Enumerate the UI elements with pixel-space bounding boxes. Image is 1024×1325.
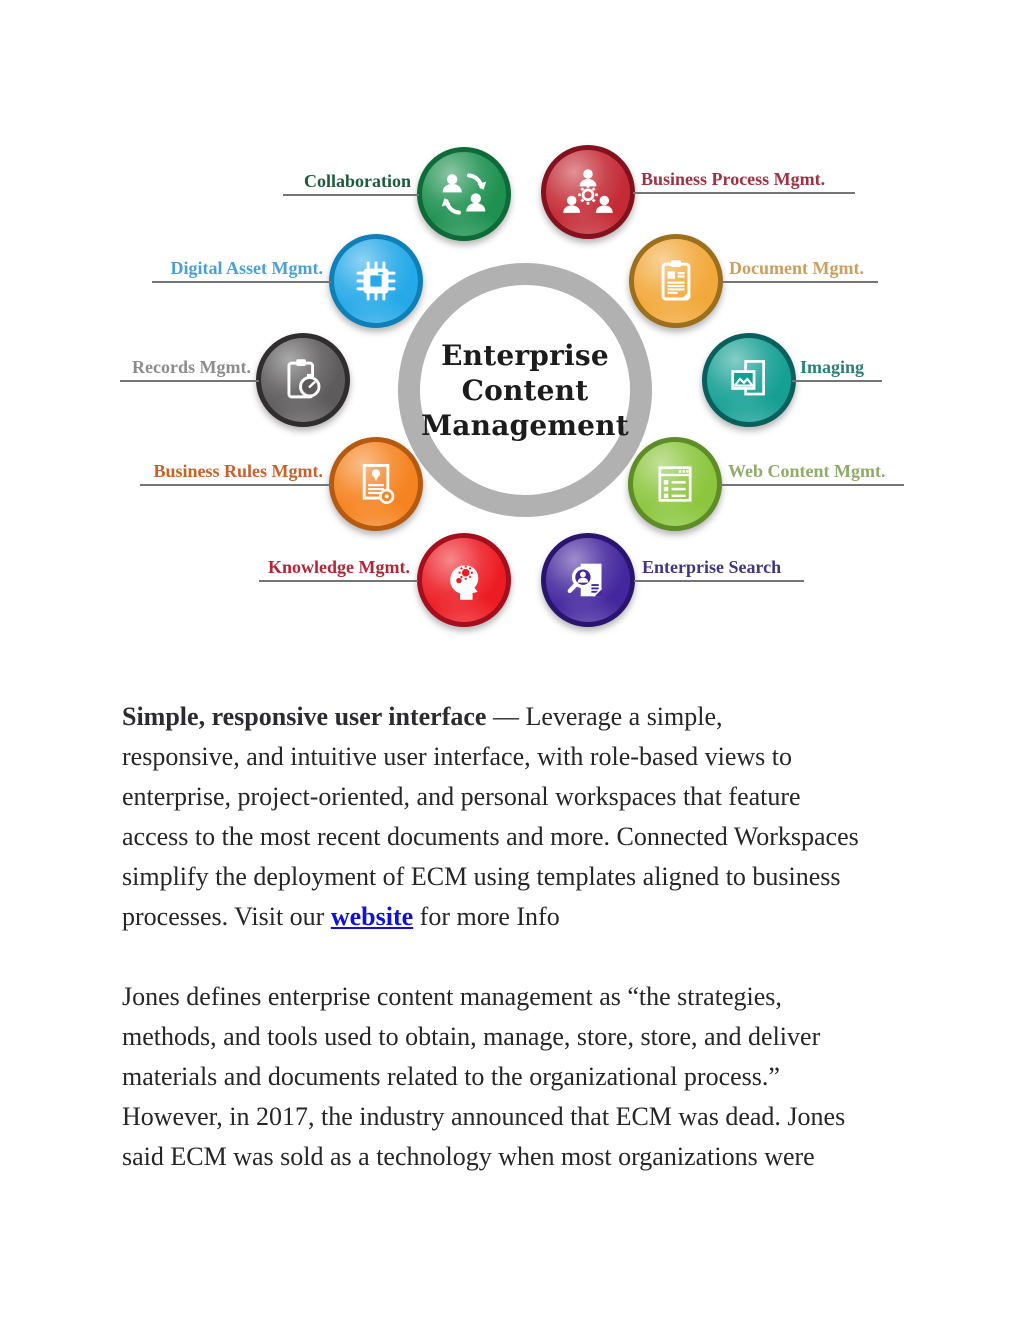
node-label-imaging [792,355,882,382]
node-label-document-mgmt [721,256,878,283]
article-text [122,697,932,1177]
website-link[interactable]: website [330,902,414,931]
text-line [122,777,932,817]
body-text: processes. Visit our [122,902,331,931]
node-label-text: Digital Asset Mgmt. [170,258,323,278]
certificate-seal-icon [349,457,403,511]
paragraph-1 [122,697,932,937]
text-line [122,897,932,937]
body-text: said ECM was sold as a technology when most organizations were [122,1142,815,1171]
photo-frames-icon [722,353,776,407]
node-imaging [702,333,796,427]
body-text: However, in 2017, the industry announced that ECM was dead. Jones [122,1102,846,1131]
node-label-business-process-mgmt [633,167,855,194]
paragraph-2 [122,977,932,1177]
node-records-mgmt [256,333,350,427]
cpu-chip-icon [349,254,403,308]
body-text: for more Info [413,902,560,931]
node-label-records-mgmt [120,355,259,382]
search-document-icon [561,553,615,607]
node-label-web-content-mgmt [720,459,904,486]
node-web-content-mgmt [628,437,722,531]
node-label-digital-asset-mgmt [152,256,331,283]
node-label-text: Enterprise Search [642,557,782,577]
body-text: Jones defines enterprise content management as “the strategies, [122,982,782,1011]
node-label-text: Collaboration [303,171,411,191]
diagram-title [421,338,629,443]
node-document-mgmt [629,234,723,328]
text-line [122,857,932,897]
ecm-diagram [0,0,1024,660]
diagram-title-line: Content [461,373,589,407]
diagram-title-line: Enterprise [441,338,609,372]
node-label-enterprise-search [634,555,804,582]
body-text: access to the most recent documents and more. Connected Workspaces [122,822,859,851]
node-enterprise-search [541,533,635,627]
node-label-business-rules-mgmt [140,459,331,486]
text-line [122,977,932,1017]
node-label-text: Records Mgmt. [132,357,251,377]
node-business-rules-mgmt [329,437,423,531]
node-knowledge-mgmt [417,533,511,627]
node-label-text: Business Process Mgmt. [641,169,826,189]
body-text: enterprise, project-oriented, and personal workspaces that feature [122,782,801,811]
clipboard-stopwatch-icon [276,353,330,407]
text-line [122,1097,932,1137]
text-line [122,1137,932,1177]
body-text: responsive, and intuitive user interface, with role-based views to [122,742,793,771]
node-label-text: Document Mgmt. [729,258,864,278]
web-page-icon [648,457,702,511]
clipboard-document-icon [649,254,703,308]
body-text: simplify the deployment of ECM using templates aligned to business [122,862,841,891]
text-line [122,697,932,737]
text-line [122,1017,932,1057]
text-line [122,817,932,857]
node-digital-asset-mgmt [329,234,423,328]
diagram-title-line: Management [421,408,629,442]
body-text: — Leverage a simple, [486,702,723,731]
node-label-knowledge-mgmt [259,555,418,582]
text-line [122,737,932,777]
bold-lead-text: Simple, responsive user interface [122,702,487,731]
head-gears-icon [437,553,491,607]
org-chart-gear-icon [561,165,615,219]
node-label-text: Business Rules Mgmt. [153,461,323,481]
node-business-process-mgmt [541,145,635,239]
people-sync-icon [437,167,491,221]
node-label-collaboration [283,169,419,196]
body-text: methods, and tools used to obtain, manage, store, store, and deliver [122,1022,821,1051]
body-text: materials and documents related to the organizational process.” [122,1062,780,1091]
center-ring [398,263,652,517]
node-label-text: Knowledge Mgmt. [268,557,410,577]
text-line [122,1057,932,1097]
node-collaboration [417,147,511,241]
node-label-text: Web Content Mgmt. [728,461,886,481]
node-label-text: Imaging [800,357,865,377]
